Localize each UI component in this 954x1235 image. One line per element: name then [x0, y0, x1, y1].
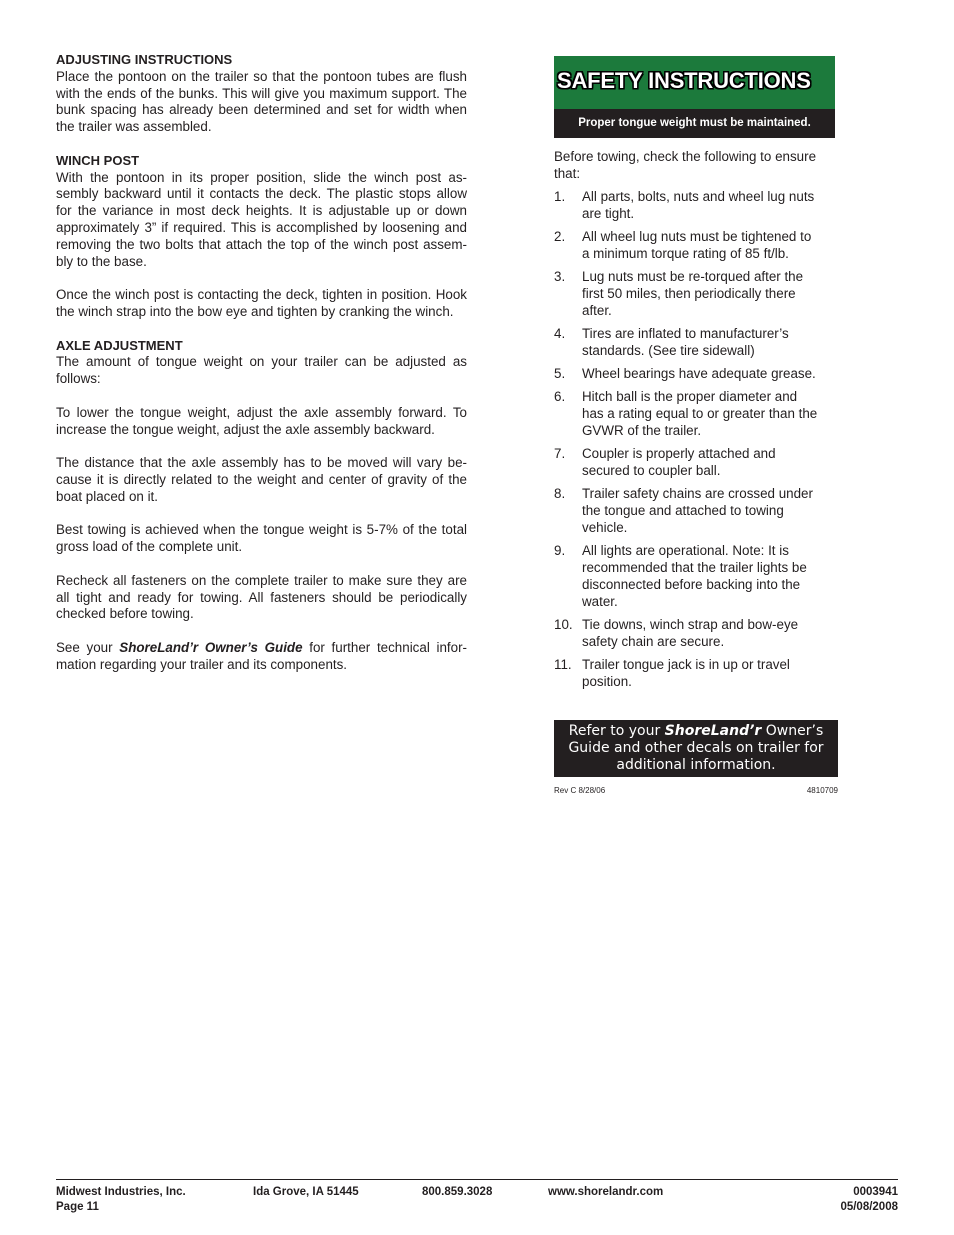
footer-divider [56, 1179, 898, 1180]
checklist-text: All wheel lug nuts must be tightened to a minimum torque rating of 85 ft/lb. [582, 229, 812, 261]
winch-paragraph-1: With the pontoon in its proper position, slide the winch post as-sembly backward until it contacts the deck. The plastic stops allow for the variance in most deck heights. It is adjustable up or down approximately 3” if required. This is accomplished by loosening and removing the two bolts that attach the top of the winch post assem-bly to the base. [56, 169, 467, 269]
checklist-item [554, 388, 838, 439]
safety-subtitle: Proper tongue weight must be maintained. [554, 109, 835, 138]
footer-doc-block [840, 1185, 898, 1215]
revision-label: Rev C 8/28/06 [554, 786, 606, 795]
checklist-text: All lights are operational. Note: It is recommended that the trailer lights be disconnected before backing into the water. [582, 543, 807, 609]
footer-page: Page 11 [56, 1201, 99, 1213]
footer-doc-number: 0003941 [853, 1186, 898, 1198]
winch-heading: WINCH POST [56, 152, 140, 168]
checklist-item [554, 616, 838, 650]
left-column [56, 52, 467, 673]
checklist-number: 2. [554, 229, 566, 244]
checklist-text: Coupler is properly attached and secured to coupler ball. [582, 446, 776, 478]
refer-brand: ShoreLand’r [664, 723, 762, 739]
axle-paragraph-3: The distance that the axle assembly has to be moved will vary be-cause it is directly related to the weight and center of gravity of the boat placed on it. [56, 455, 467, 504]
checklist-number: 7. [554, 446, 566, 461]
checklist-text: Hitch ball is the proper diameter and has a rating equal to or greater than the GVWR of the trailer. [582, 389, 818, 438]
refer-text [561, 723, 831, 774]
refer-box [554, 720, 838, 777]
checklist-item [554, 656, 838, 690]
checklist-text: Wheel bearings have adequate grease. [582, 366, 816, 381]
adjusting-paragraph: Place the pontoon on the trailer so that the pontoon tubes are flush with the ends of the bunks. This will give you maximum support. The bunk spacing has already been determined and set for width when the trailer was assembled. [56, 68, 467, 135]
checklist-text: Tie downs, winch strap and bow-eye safety chain are secure. [582, 617, 799, 649]
checklist-item [554, 542, 838, 610]
axle-heading: AXLE ADJUSTMENT [56, 337, 183, 353]
part-number: 4810709 [806, 786, 838, 795]
checklist-number: 6. [554, 389, 566, 404]
safety-checklist [554, 188, 838, 690]
owners-guide-brand: ShoreLand’r Owner’s Guide [119, 639, 303, 655]
refer-post: Owner’s Guide and other decals on trailer for additional information. [568, 723, 824, 773]
checklist-item [554, 445, 838, 479]
axle-paragraph-2: To lower the tongue weight, adjust the axle assembly forward. To increase the tongue weight, adjust the axle assembly backward. [56, 404, 467, 437]
footer-phone: 800.859.3028 [422, 1186, 493, 1198]
checklist-item [554, 365, 838, 382]
owners-guide-paragraph [56, 640, 467, 674]
checklist-number: 4. [554, 326, 566, 341]
checklist-item [554, 228, 838, 262]
safety-panel [554, 56, 838, 795]
footer-company-block [56, 1185, 186, 1215]
safety-intro: Before towing, check the following to ensure that: [554, 149, 817, 181]
checklist-number: 11. [554, 657, 572, 672]
checklist-item [554, 485, 838, 536]
adjusting-heading: ADJUSTING INSTRUCTIONS [56, 52, 233, 67]
footer-date: 05/08/2008 [840, 1201, 898, 1213]
checklist-text: Tires are inflated to manufacturer’s standards. (See tire sidewall) [582, 326, 789, 358]
checklist-number: 1. [554, 189, 566, 204]
safety-title: SAFETY INSTRUCTIONS [557, 68, 811, 93]
refer-pre: Refer to your [568, 723, 665, 739]
checklist-item [554, 268, 838, 319]
owners-guide-pre: See your [56, 639, 120, 655]
footer-website: www.shorelandr.com [548, 1186, 664, 1198]
checklist-number: 8. [554, 486, 566, 501]
checklist-text: Trailer tongue jack is in up or travel position. [582, 657, 790, 689]
checklist-item [554, 188, 838, 222]
checklist-number: 9. [554, 543, 566, 558]
checklist-text: Lug nuts must be re-torqued after the first 50 miles, then periodically there after. [582, 269, 804, 318]
footer-company: Midwest Industries, Inc. [56, 1186, 186, 1198]
axle-paragraph-5: Recheck all fasteners on the complete trailer to make sure they are all tight and ready for towing. All fasteners should be periodically checked before towing. [56, 572, 467, 622]
checklist-text: All parts, bolts, nuts and wheel lug nuts are tight. [582, 189, 815, 221]
winch-paragraph-2: Once the winch post is contacting the deck, tighten in position. Hook the winch strap into the bow eye and tighten by cranking the winch. [56, 287, 467, 319]
checklist-text: Trailer safety chains are crossed under the tongue and attached to towing vehicle. [582, 486, 813, 535]
safety-banner [554, 56, 835, 138]
checklist-number: 10. [554, 617, 573, 632]
checklist-number: 3. [554, 269, 566, 284]
axle-paragraph-1: The amount of tongue weight on your trailer can be adjusted as follows: [56, 354, 467, 387]
checklist-number: 5. [554, 366, 566, 381]
owners-guide-post: for further technical infor-mation regarding your trailer and its components. [56, 639, 467, 672]
footer-city: Ida Grove, IA 51445 [253, 1186, 359, 1198]
checklist-item [554, 325, 838, 359]
axle-paragraph-4: Best towing is achieved when the tongue weight is 5-7% of the total gross load of the complete unit. [56, 522, 467, 555]
